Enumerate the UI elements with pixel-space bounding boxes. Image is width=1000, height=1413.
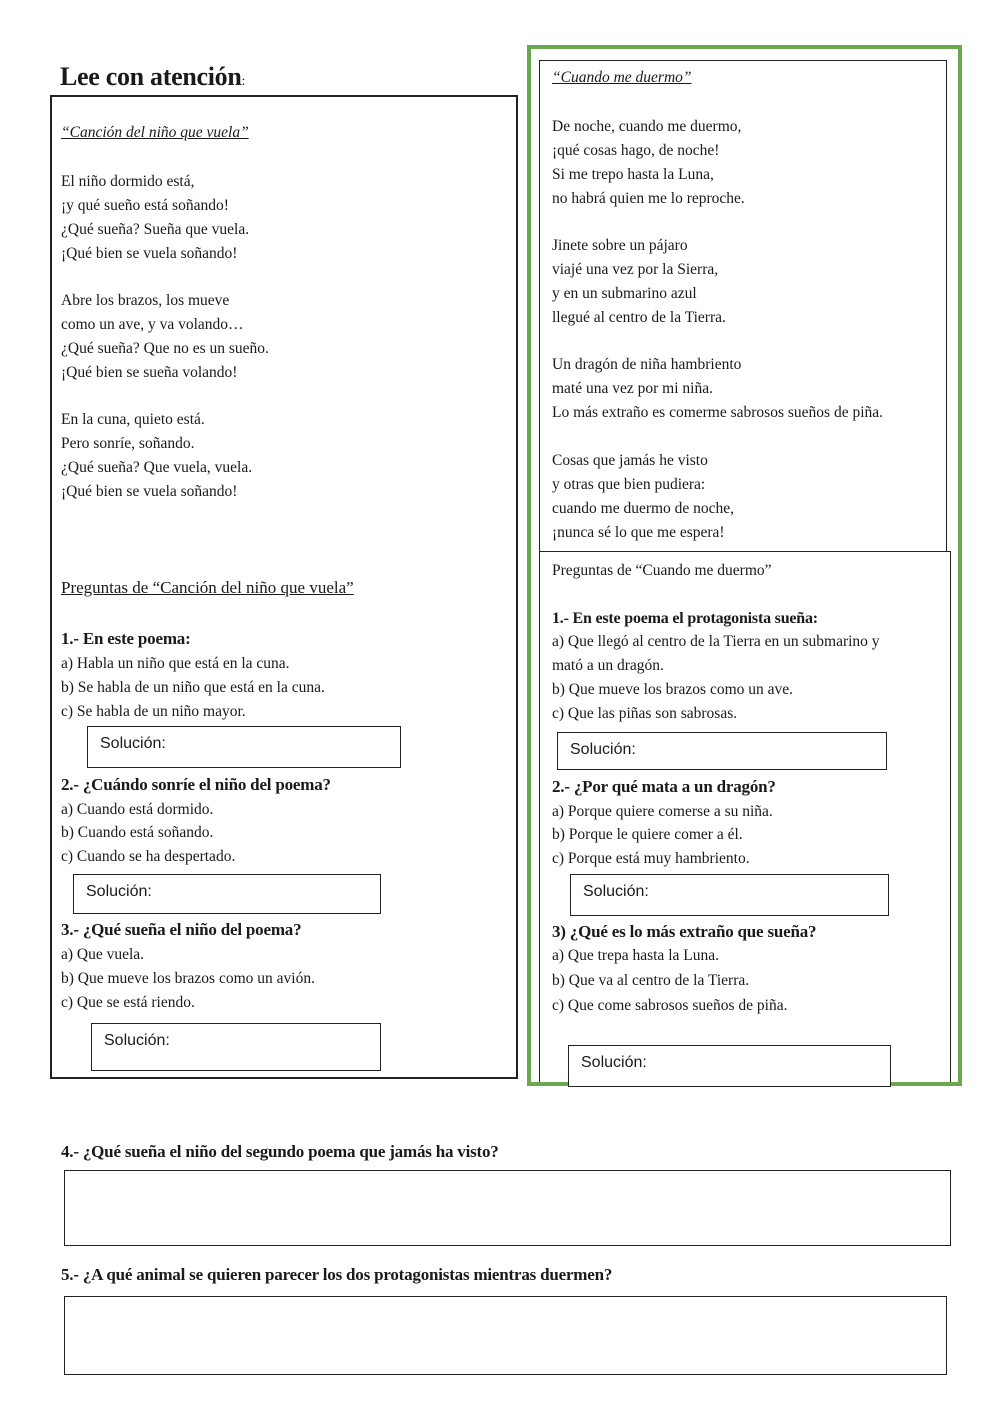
poem1-title: “Canción del niño que vuela”	[61, 124, 249, 141]
answer-option: a) Que vuela.	[61, 946, 145, 963]
solution-field[interactable]: Solución:	[73, 874, 381, 914]
poem-line: Lo más extraño es comerme sabrosos sueños de piña.	[552, 404, 884, 421]
question-title: 3.- ¿Qué sueña el niño del poema?	[61, 920, 302, 939]
poem-line: viajé una vez por la Sierra,	[552, 261, 719, 278]
answer-option: mató a un dragón.	[552, 657, 664, 674]
poem-line: ¡qué cosas hago, de noche!	[552, 142, 720, 159]
poem-line: Jinete sobre un pájaro	[552, 237, 688, 254]
solution-field[interactable]: Solución:	[91, 1023, 381, 1071]
poem2-questions-heading: Preguntas de “Cuando me duermo”	[552, 562, 772, 579]
poem-line: y en un submarino azul	[552, 285, 697, 302]
question-title: 3) ¿Qué es lo más extraño que sueña?	[552, 922, 817, 941]
answer-option: a) Habla un niño que está en la cuna.	[61, 655, 290, 672]
poem-line: ¡Qué bien se sueña volando!	[61, 364, 238, 381]
question-title: 2.- ¿Cuándo sonríe el niño del poema?	[61, 775, 331, 794]
poem-line: El niño dormido está,	[61, 173, 195, 190]
poem-line: y otras que bien pudiera:	[552, 476, 706, 493]
poem-line: Si me trepo hasta la Luna,	[552, 166, 714, 183]
poem-line: ¡y qué sueño está soñando!	[61, 197, 229, 214]
poem-line: ¡Qué bien se vuela soñando!	[61, 245, 238, 262]
solution-field[interactable]: Solución:	[87, 726, 401, 768]
poem-line: Pero sonríe, soñando.	[61, 435, 195, 452]
solution-field[interactable]: Solución:	[570, 874, 889, 916]
poem-line: cuando me duermo de noche,	[552, 500, 735, 517]
poem-line: Cosas que jamás he visto	[552, 452, 708, 469]
answer-option: a) Porque quiere comerse a su niña.	[552, 803, 773, 820]
answer-option: c) Que las piñas son sabrosas.	[552, 705, 738, 722]
answer-option: c) Que se está riendo.	[61, 994, 195, 1011]
answer-option: b) Se habla de un niño que está en la cuna.	[61, 679, 325, 696]
poem-line: ¿Qué sueña? Que no es un sueño.	[61, 340, 269, 357]
question-5-answer-box[interactable]	[64, 1296, 947, 1375]
answer-option: a) Que trepa hasta la Luna.	[552, 947, 719, 964]
answer-option: a) Cuando está dormido.	[61, 801, 214, 818]
poem-line: ¿Qué sueña? Que vuela, vuela.	[61, 459, 253, 476]
poem-line: ¡Qué bien se vuela soñando!	[61, 483, 238, 500]
poem-line: no habrá quien me lo reproche.	[552, 190, 745, 207]
answer-option: b) Porque le quiere comer a él.	[552, 826, 743, 843]
answer-option: c) Que come sabrosos sueños de piña.	[552, 997, 788, 1014]
answer-option: c) Se habla de un niño mayor.	[61, 703, 246, 720]
poem-line: Abre los brazos, los mueve	[61, 292, 230, 309]
question-title: 1.- En este poema:	[61, 629, 191, 648]
solution-field[interactable]: Solución:	[568, 1045, 891, 1087]
answer-option: c) Porque está muy hambriento.	[552, 850, 750, 867]
question-4-answer-box[interactable]	[64, 1170, 951, 1246]
solution-field[interactable]: Solución:	[557, 732, 887, 770]
poem-line: De noche, cuando me duermo,	[552, 118, 742, 135]
page-title: Lee con atención:	[60, 62, 246, 91]
poem-line: ¡nunca sé lo que me espera!	[552, 524, 725, 541]
poem-line: como un ave, y va volando…	[61, 316, 244, 333]
answer-option: b) Que mueve los brazos como un ave.	[552, 681, 794, 698]
question-title: 1.- En este poema el protagonista sueña:	[552, 610, 818, 627]
poem-line: En la cuna, quieto está.	[61, 411, 205, 428]
poem2-title: “Cuando me duermo”	[552, 69, 692, 86]
answer-option: b) Que va al centro de la Tierra.	[552, 972, 750, 989]
answer-option: a) Que llegó al centro de la Tierra en un submarino y	[552, 633, 880, 650]
answer-option: b) Que mueve los brazos como un avión.	[61, 970, 315, 987]
poem-line: Un dragón de niña hambriento	[552, 356, 742, 373]
poem-line: llegué al centro de la Tierra.	[552, 309, 726, 326]
answer-option: c) Cuando se ha despertado.	[61, 848, 236, 865]
poem1-questions-heading: Preguntas de “Canción del niño que vuela”	[61, 578, 354, 597]
poem-line: maté una vez por mi niña.	[552, 380, 713, 397]
question-4-title: 4.- ¿Qué sueña el niño del segundo poema que jamás ha visto?	[61, 1142, 499, 1161]
answer-option: b) Cuando está soñando.	[61, 824, 214, 841]
question-5-title: 5.- ¿A qué animal se quieren parecer los dos protagonistas mientras duermen?	[61, 1265, 613, 1284]
question-title: 2.- ¿Por qué mata a un dragón?	[552, 777, 776, 796]
poem-line: ¿Qué sueña? Sueña que vuela.	[61, 221, 250, 238]
